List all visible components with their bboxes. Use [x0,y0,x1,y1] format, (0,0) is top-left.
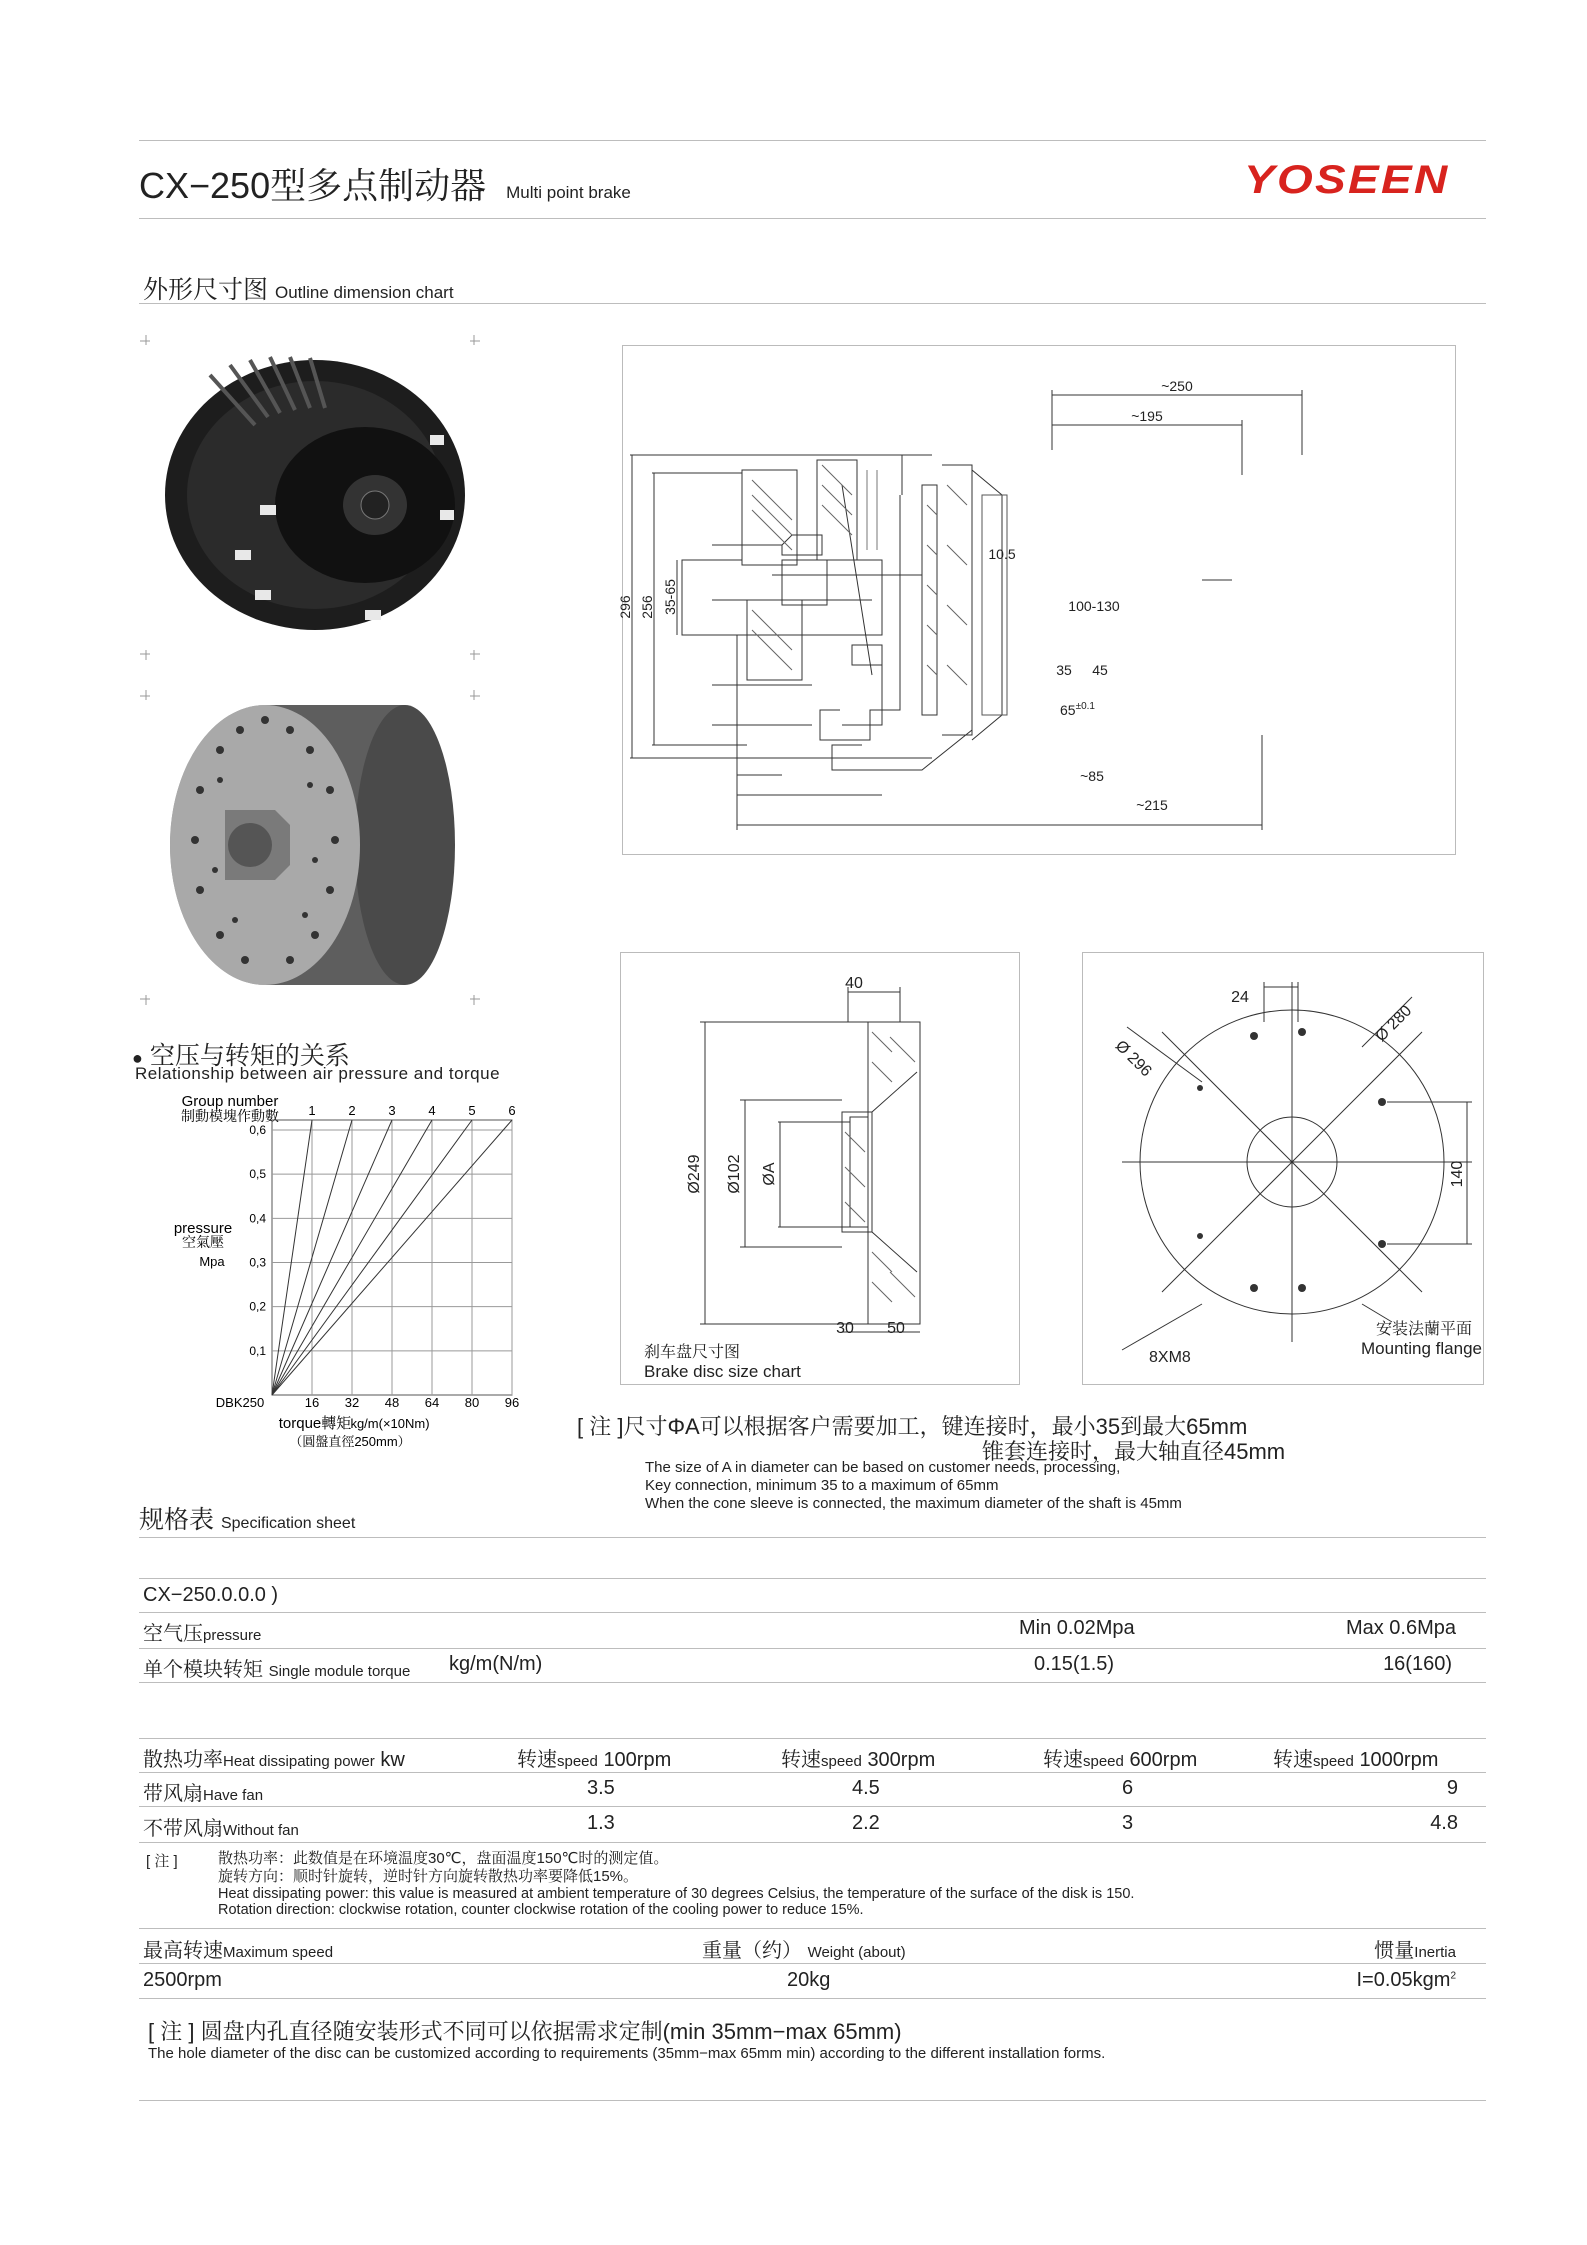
chart-ylabel-cn: 空氣壓 [182,1234,224,1250]
chart-x-origin: DBK250 [215,1395,265,1410]
nofan-val-100: 1.3 [587,1812,615,1834]
speed-header-2: 转速speed 300rpm [781,1749,936,1771]
speed-header-3: 转速speed 600rpm [1043,1749,1198,1771]
chart-group-label-en: Group number [181,1093,279,1110]
fan-val-100: 3.5 [587,1777,615,1799]
disc-dim-A: ØA [761,1162,778,1186]
note1-tag: [ 注 ] [577,1414,624,1439]
dim-35-65: 35-65 [662,579,678,615]
chart-title-cn: 空压与转矩的关系 [149,1042,350,1070]
page-title [139,158,631,209]
dim-65: $65^{\pm 0.1}$ [1060,701,1095,718]
rule [139,1648,1486,1649]
torque-label: 单个模块转矩 Single module torque [143,1659,411,1681]
header-top-rule [139,140,1486,141]
dim-10-5: 10.5 [988,546,1016,562]
chart-group-number: 1 [308,1103,316,1118]
flange-drawing [1082,952,1484,1385]
chart-group-label-cn: 制動模塊作動數 [181,1108,279,1124]
chart-xtick-label: 96 [504,1395,520,1410]
chart-ytick-label: 0,4 [249,1211,266,1226]
dim-195: ~195 [1131,408,1163,424]
note2-en2: Rotation direction: clockwise rotation, counter clockwise rotation of the cooling power to reduce 15%. [218,1902,864,1918]
note3-cn: 圆盘内孔直径随安装形式不同可以依据需求定制(min 35mm−max 65mm) [200,2019,902,2044]
note2-tag: [ 注 ] [146,1853,178,1870]
outline-drawing [617,345,1456,855]
spec-title-en: Specification sheet [220,1515,356,1532]
brake-photo [140,335,480,660]
rule [139,1842,1486,1843]
nofan-val-300: 2.2 [852,1812,880,1834]
note2-cn2: 旋转方向：顺时针旋转，逆时针方向旋转散热功率要降低15%。 [218,1868,639,1885]
note1-en [645,1459,1182,1513]
title-en: Multi point brake [506,183,631,202]
inertia-value: I=0.05kgm$^2$ [1356,1969,1456,1991]
spec-title-cn: 规格表 [139,1506,215,1534]
chart-xtick-label: 32 [344,1395,360,1410]
note1-en2: Key connection, minimum 35 to a maximum of 65mm [645,1477,999,1494]
chart-ytick-label: 0,3 [249,1255,266,1270]
chart-ytick-label: 0,2 [249,1299,266,1314]
rule [139,1612,1486,1613]
brand-logo: YOSEEN [1244,158,1450,202]
footer-rule [139,2100,1486,2101]
disc-dim-102: Ø102 [726,1154,743,1194]
outline-title [143,270,454,306]
chart-group-number: 5 [468,1103,476,1118]
outline-title-cn: 外形尺寸图 [143,276,269,304]
flange-dim-140: 140 [1449,1160,1466,1188]
chart-xnote: （圓盤直徑250mm） [289,1434,411,1449]
maxspeed-value: 2500rpm [143,1969,222,1991]
chart-series-line-5 [272,1120,472,1395]
rule [139,1772,1486,1773]
note3 [148,2015,902,2046]
pressure-min: Min 0.02Mpa [1019,1617,1135,1639]
flange-dim-280: Ø 280 [1372,1002,1416,1046]
rule [139,1738,1486,1739]
outline-rule [139,303,1486,304]
chart-ytick-label: 0,5 [249,1167,266,1182]
disc-dim-50: 50 [887,1320,905,1337]
rule [139,1682,1486,1683]
chart-ytick-label: 0,6 [249,1123,266,1137]
chart-group-number: 4 [428,1103,436,1118]
dim-256: 256 [639,595,655,619]
chart-xunit: kg/m(×10Nm) [350,1416,430,1431]
rule [139,1928,1486,1929]
note2 [218,1850,1134,1918]
spec-top-rule [139,1537,1486,1538]
chart-xtick-label: 64 [424,1395,440,1410]
inertia-label: 惯量Inertia [1374,1940,1456,1962]
weight-value: 20kg [787,1969,831,1991]
rule [139,1963,1486,1964]
disc-label-cn: 刹车盘尺寸图 [644,1344,741,1361]
flange-label-cn: 安装法蘭平面 [1375,1321,1472,1338]
flange-label-en: Mounting flange [1361,1339,1482,1358]
heat-label: 散热功率Heat dissipating power kw [143,1749,405,1771]
disc-label-en: Brake disc size chart [644,1362,801,1381]
speed-header-1: 转速speed 100rpm [517,1749,672,1771]
dim-45: 45 [1092,662,1108,678]
title-cn: CX−250型多点制动器 [139,165,487,206]
rule [139,1578,1486,1579]
chart-xlabel: torque轉矩 [278,1415,352,1432]
header-bottom-rule [139,218,1486,219]
note2-en1: Heat dissipating power: this value is measured at ambient temperature of 30 degrees Celsius, the temperature of the surface of the disk is 150. [218,1886,1135,1902]
nofan-val-1000: 4.8 [1430,1812,1458,1834]
dim-296: 296 [617,595,633,619]
note1-cn2: 锥套连接时，最大轴直径45mm [982,1439,1286,1464]
chart-series-line-1 [272,1120,312,1395]
note3-en: The hole diameter of the disc can be customized according to requirements (35mm−max 65mm min) according to the different installation forms. [148,2045,1106,2062]
outline-title-en: Outline dimension chart [274,283,454,302]
rule [139,1998,1486,1999]
chart-group-number: 3 [388,1103,396,1118]
chart-xtick-label: 16 [304,1395,320,1410]
note1-cn1: 尺寸ΦA可以根据客户需要加工，键连接时，最小35到最大65mm [623,1414,1248,1439]
chart-series-line-3 [272,1120,392,1395]
fan-label: 带风扇Have fan [143,1783,264,1805]
note1-en1: The size of A in diameter can be based on customer needs, processing, [645,1459,1121,1476]
chart-title-en: Relationship between air pressure and torque [135,1064,501,1083]
chart-xtick-label: 80 [464,1395,480,1410]
flange-bolt-label: 8XM8 [1149,1349,1191,1366]
flange-dim-24: 24 [1231,989,1249,1006]
disc-photo [140,690,480,1005]
spec-title [139,1500,355,1536]
nofan-val-600: 3 [1122,1812,1134,1834]
dim-35: 35 [1056,662,1072,678]
dim-215: ~215 [1136,797,1168,813]
chart-ytick-label: 0,1 [249,1343,266,1358]
torque-max: 16(160) [1383,1653,1452,1675]
dim-250: ~250 [1161,378,1193,394]
fan-val-300: 4.5 [852,1777,880,1799]
torque-min: 0.15(1.5) [1034,1653,1115,1675]
bullet-icon: ● [132,1048,143,1068]
flange-dim-296: Ø 296 [1111,1037,1155,1081]
disc-drawing [620,952,1020,1385]
dim-100-130: 100-130 [1068,598,1120,614]
torque-unit: kg/m(N/m) [449,1653,543,1675]
disc-dim-249: Ø249 [686,1154,703,1194]
rule [139,1806,1486,1807]
pressure-torque-chart [140,1090,580,1460]
speed-header-4: 转速speed 1000rpm [1273,1749,1439,1771]
pressure-label: 空气压pressure [143,1623,262,1645]
pressure-max: Max 0.6Mpa [1345,1617,1456,1639]
chart-group-number: 6 [508,1103,516,1118]
note3-tag: [ 注 ] [148,2019,195,2044]
fan-val-1000: 9 [1446,1777,1458,1799]
spec-model: CX−250.0.0.0 ) [143,1584,279,1606]
disc-dim-30: 30 [836,1320,854,1337]
fan-val-600: 6 [1122,1777,1134,1799]
note2-cn1: 散热功率：此数值是在环境温度30℃，盘面温度150℃时的测定值。 [218,1850,669,1867]
weight-label: 重量（约） Weight (about) [702,1940,906,1962]
maxspeed-label: 最高转速Maximum speed [143,1940,334,1962]
chart-yunit: Mpa [199,1254,225,1269]
dim-85: ~85 [1080,768,1104,784]
chart-xtick-label: 48 [384,1395,400,1410]
chart-group-number: 2 [348,1103,356,1118]
chart-ylabel-en: pressure [173,1220,233,1237]
note1-en3: When the cone sleeve is connected, the maximum diameter of the shaft is 45mm [645,1495,1182,1512]
nofan-label: 不带风扇Without fan [143,1818,299,1840]
disc-dim-40: 40 [845,975,863,992]
